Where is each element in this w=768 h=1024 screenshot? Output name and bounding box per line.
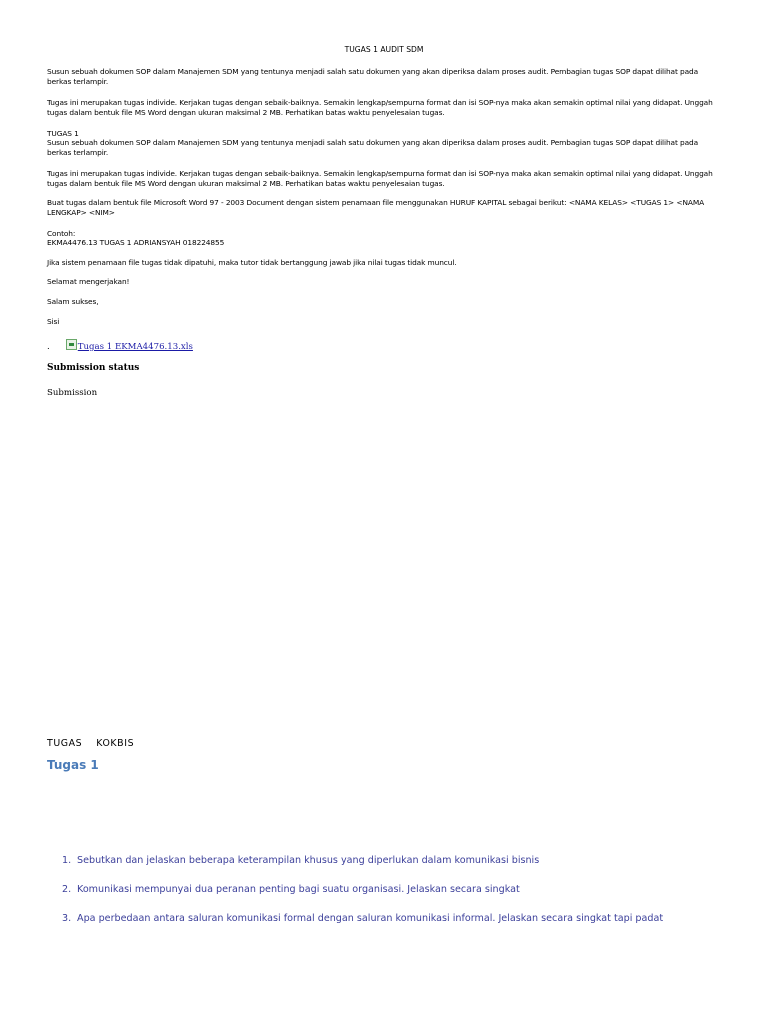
attachment-bullet: . <box>47 342 50 352</box>
question-list <box>62 855 742 942</box>
paragraph-sop-2: Susun sebuah dokumen SOP dalam Manajemen SDM yang tentunya menjadi salah satu dokumen yang akan diperiksa dalam proses audit. Pembagian tugas SOP dapat dilihat pada berkas terlampir. <box>47 138 699 157</box>
attachment-name: Tugas 1 EKMA4476.13.xls <box>77 342 193 352</box>
question-text: Apa perbedaan antara saluran komunikasi formal dengan saluran komunikasi informal. Jelaskan secara singkat tapi padat <box>77 913 664 924</box>
submission-status-heading: Submission status <box>47 363 140 373</box>
paragraph-salam: Salam sukses, <box>47 297 99 306</box>
paragraph-warning: Jika sistem penamaan file tugas tidak dipatuhi, maka tutor tidak bertanggung jawab jika nilai tugas tidak muncul. <box>47 258 457 267</box>
paragraph-individual-1: Tugas ini merupakan tugas individe. Kerjakan tugas dengan sebaik-baiknya. Semakin lengkap/sempurna format dan isi SOP-nya maka akan semakin optimal nilai yang didapat. Unggah tugas dalam bentuk file MS Word dengan ukuran maksimal 2 MB. Perhatikan batas waktu penyelesaian tugas. <box>47 98 713 117</box>
question-number: 1. <box>62 855 72 866</box>
section2-heading-tugas: TUGAS <box>47 738 83 749</box>
attachment-row <box>47 339 193 352</box>
question-number: 3. <box>62 913 72 924</box>
list-item <box>62 855 742 866</box>
example-value: EKMA4476.13 TUGAS 1 ADRIANSYAH 018224855 <box>47 238 225 247</box>
paragraph-naming-rules: Buat tugas dalam bentuk file Microsoft Word 97 - 2003 Document dengan sistem penamaan file menggunakan HURUF KAPITAL sebagai berikut: <NAMA KELAS> <TUGAS 1> <NAMA LENGKAP> <NIM> <box>47 198 705 217</box>
section2-heading <box>47 738 148 749</box>
doc-title: TUGAS 1 AUDIT SDM <box>344 45 424 54</box>
submission-label: Submission <box>47 388 98 398</box>
question-text: Sebutkan dan jelaskan beberapa keterampilan khusus yang diperlukan dalam komunikasi bisnis <box>77 855 540 866</box>
section2-heading-kokbis: KOKBIS <box>96 738 135 749</box>
paragraph-sop-1: Susun sebuah dokumen SOP dalam Manajemen SDM yang tentunya menjadi salah satu dokumen yang akan diperiksa dalam proses audit. Pembagian tugas SOP dapat dilihat pada berkas terlampir. <box>47 67 699 86</box>
xls-file-icon <box>66 339 77 350</box>
paragraph-individual-2: Tugas ini merupakan tugas individe. Kerjakan tugas dengan sebaik-baiknya. Semakin lengkap/sempurna format dan isi SOP-nya maka akan semakin optimal nilai yang didapat. Unggah tugas dalam bentuk file MS Word dengan ukuran maksimal 2 MB. Perhatikan batas waktu penyelesaian tugas. <box>47 169 713 188</box>
list-item <box>62 913 742 924</box>
question-number: 2. <box>62 884 72 895</box>
signature-name: Sisi <box>47 317 60 326</box>
tugas-1-heading: TUGAS 1 <box>47 129 79 138</box>
question-text: Komunikasi mempunyai dua peranan penting bagi suatu organisasi. Jelaskan secara singkat <box>77 884 520 895</box>
section2-subtitle: Tugas 1 <box>47 758 99 772</box>
example-label: Contoh: <box>47 229 76 238</box>
attachment-link[interactable] <box>66 342 193 352</box>
list-item <box>62 884 742 895</box>
paragraph-greeting: Selamat mengerjakan! <box>47 277 130 286</box>
